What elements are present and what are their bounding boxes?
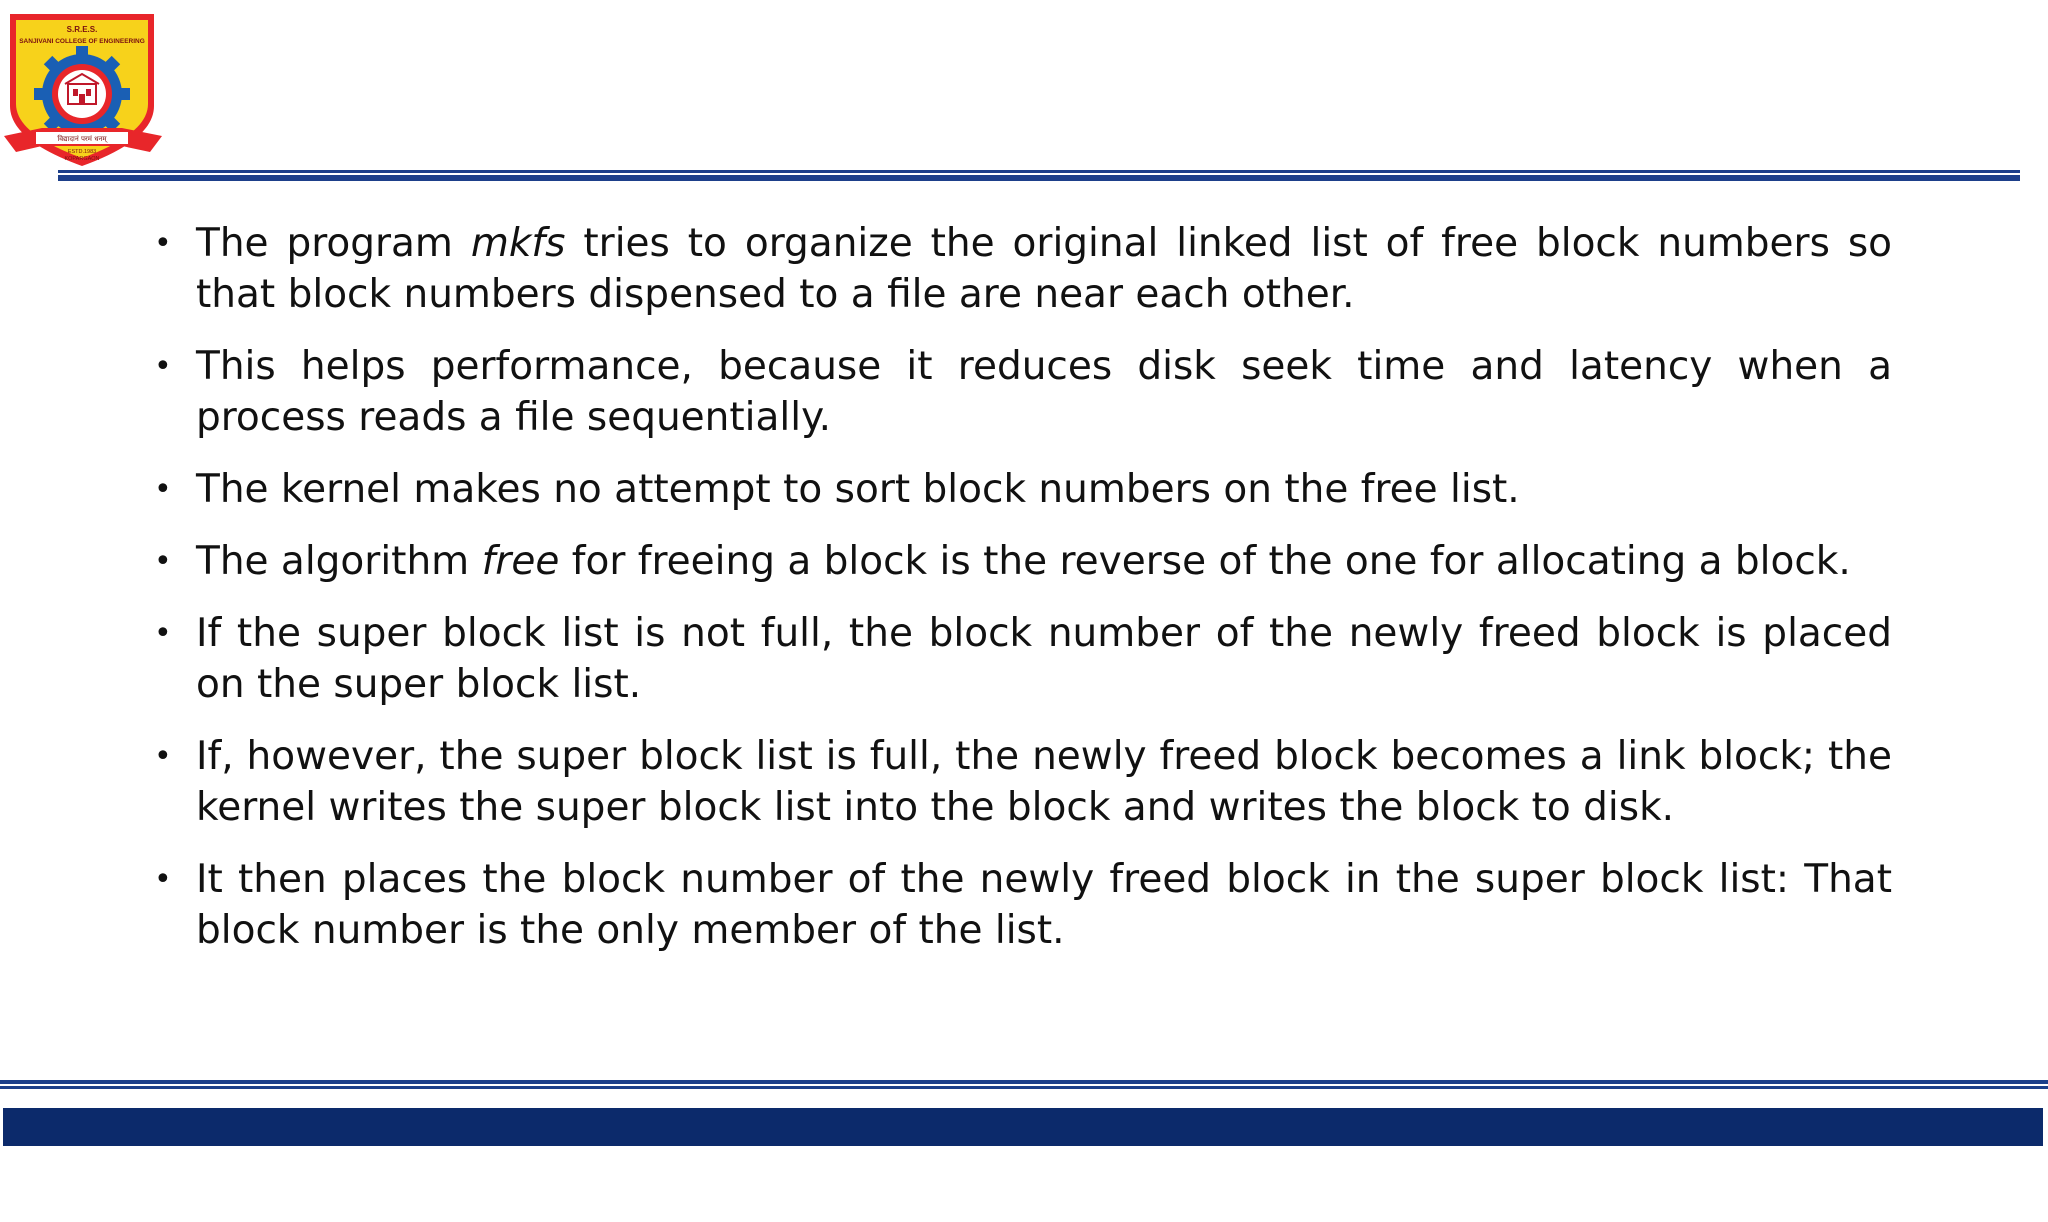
bullet-emphasis: free (481, 539, 560, 584)
bullet-text: The program (196, 221, 471, 266)
bullet-text: If, however, the super block list is full, the newly freed block becomes a link block; the kernel writes the super block list into the block and writes the block to disk. (196, 734, 1892, 830)
bullet-dot-icon: • (154, 544, 172, 579)
bullet-item (150, 854, 1892, 956)
college-logo (2, 10, 164, 170)
bullet-dot-icon: • (154, 472, 172, 507)
bullet-emphasis: mkfs (470, 221, 566, 266)
logo-place-text: KOPARGAON (64, 156, 100, 162)
bullet-item (150, 536, 1892, 587)
bullet-item (150, 341, 1892, 443)
logo-top-text: S.R.E.S. (66, 25, 98, 34)
bullet-text: The algorithm (196, 539, 482, 584)
bullet-dot-icon: • (154, 739, 172, 774)
footer-text: DEPARTMENT OF COMPUTER ENGINEERING, Sanjivani COE, Kopargaon (629, 1152, 1442, 1178)
slide-content (150, 218, 1892, 977)
footer-divider (0, 1080, 2048, 1090)
bullet-text: for freeing a block is the reverse of the one for allocating a block. (559, 539, 1851, 584)
bullet-dot-icon: • (154, 862, 172, 897)
logo-estd-text: ESTD.1983 (67, 149, 97, 155)
bullet-item (150, 731, 1892, 833)
bullet-text: This helps performance, because it reduces disk seek time and latency when a process reads a file sequentially. (196, 344, 1892, 440)
bullet-item (150, 608, 1892, 710)
college-emblem-icon (2, 10, 164, 170)
bullet-item (150, 464, 1892, 515)
logo-college-text: SANJIVANI COLLEGE OF ENGINEERING (19, 38, 145, 45)
bullet-dot-icon: • (154, 226, 172, 261)
logo-ribbon-text: विद्यादानं परमं धनम् (57, 135, 107, 143)
bullet-text: The kernel makes no attempt to sort block numbers on the free list. (196, 467, 1520, 512)
bullet-list (150, 218, 1892, 956)
header-divider (58, 170, 2020, 182)
bullet-dot-icon: • (154, 616, 172, 651)
footer-bar (3, 1108, 2043, 1178)
bullet-text: If the super block list is not full, the block number of the newly freed block is placed on the super block list. (196, 611, 1892, 707)
bullet-dot-icon: • (154, 349, 172, 384)
bullet-text: tries to organize the original linked list of free block numbers so that block numbers dispensed to a file are near each other. (196, 221, 1892, 317)
bullet-text: It then places the block number of the newly freed block in the super block list: That block number is the only member of the list. (196, 857, 1892, 953)
bullet-item (150, 218, 1892, 320)
